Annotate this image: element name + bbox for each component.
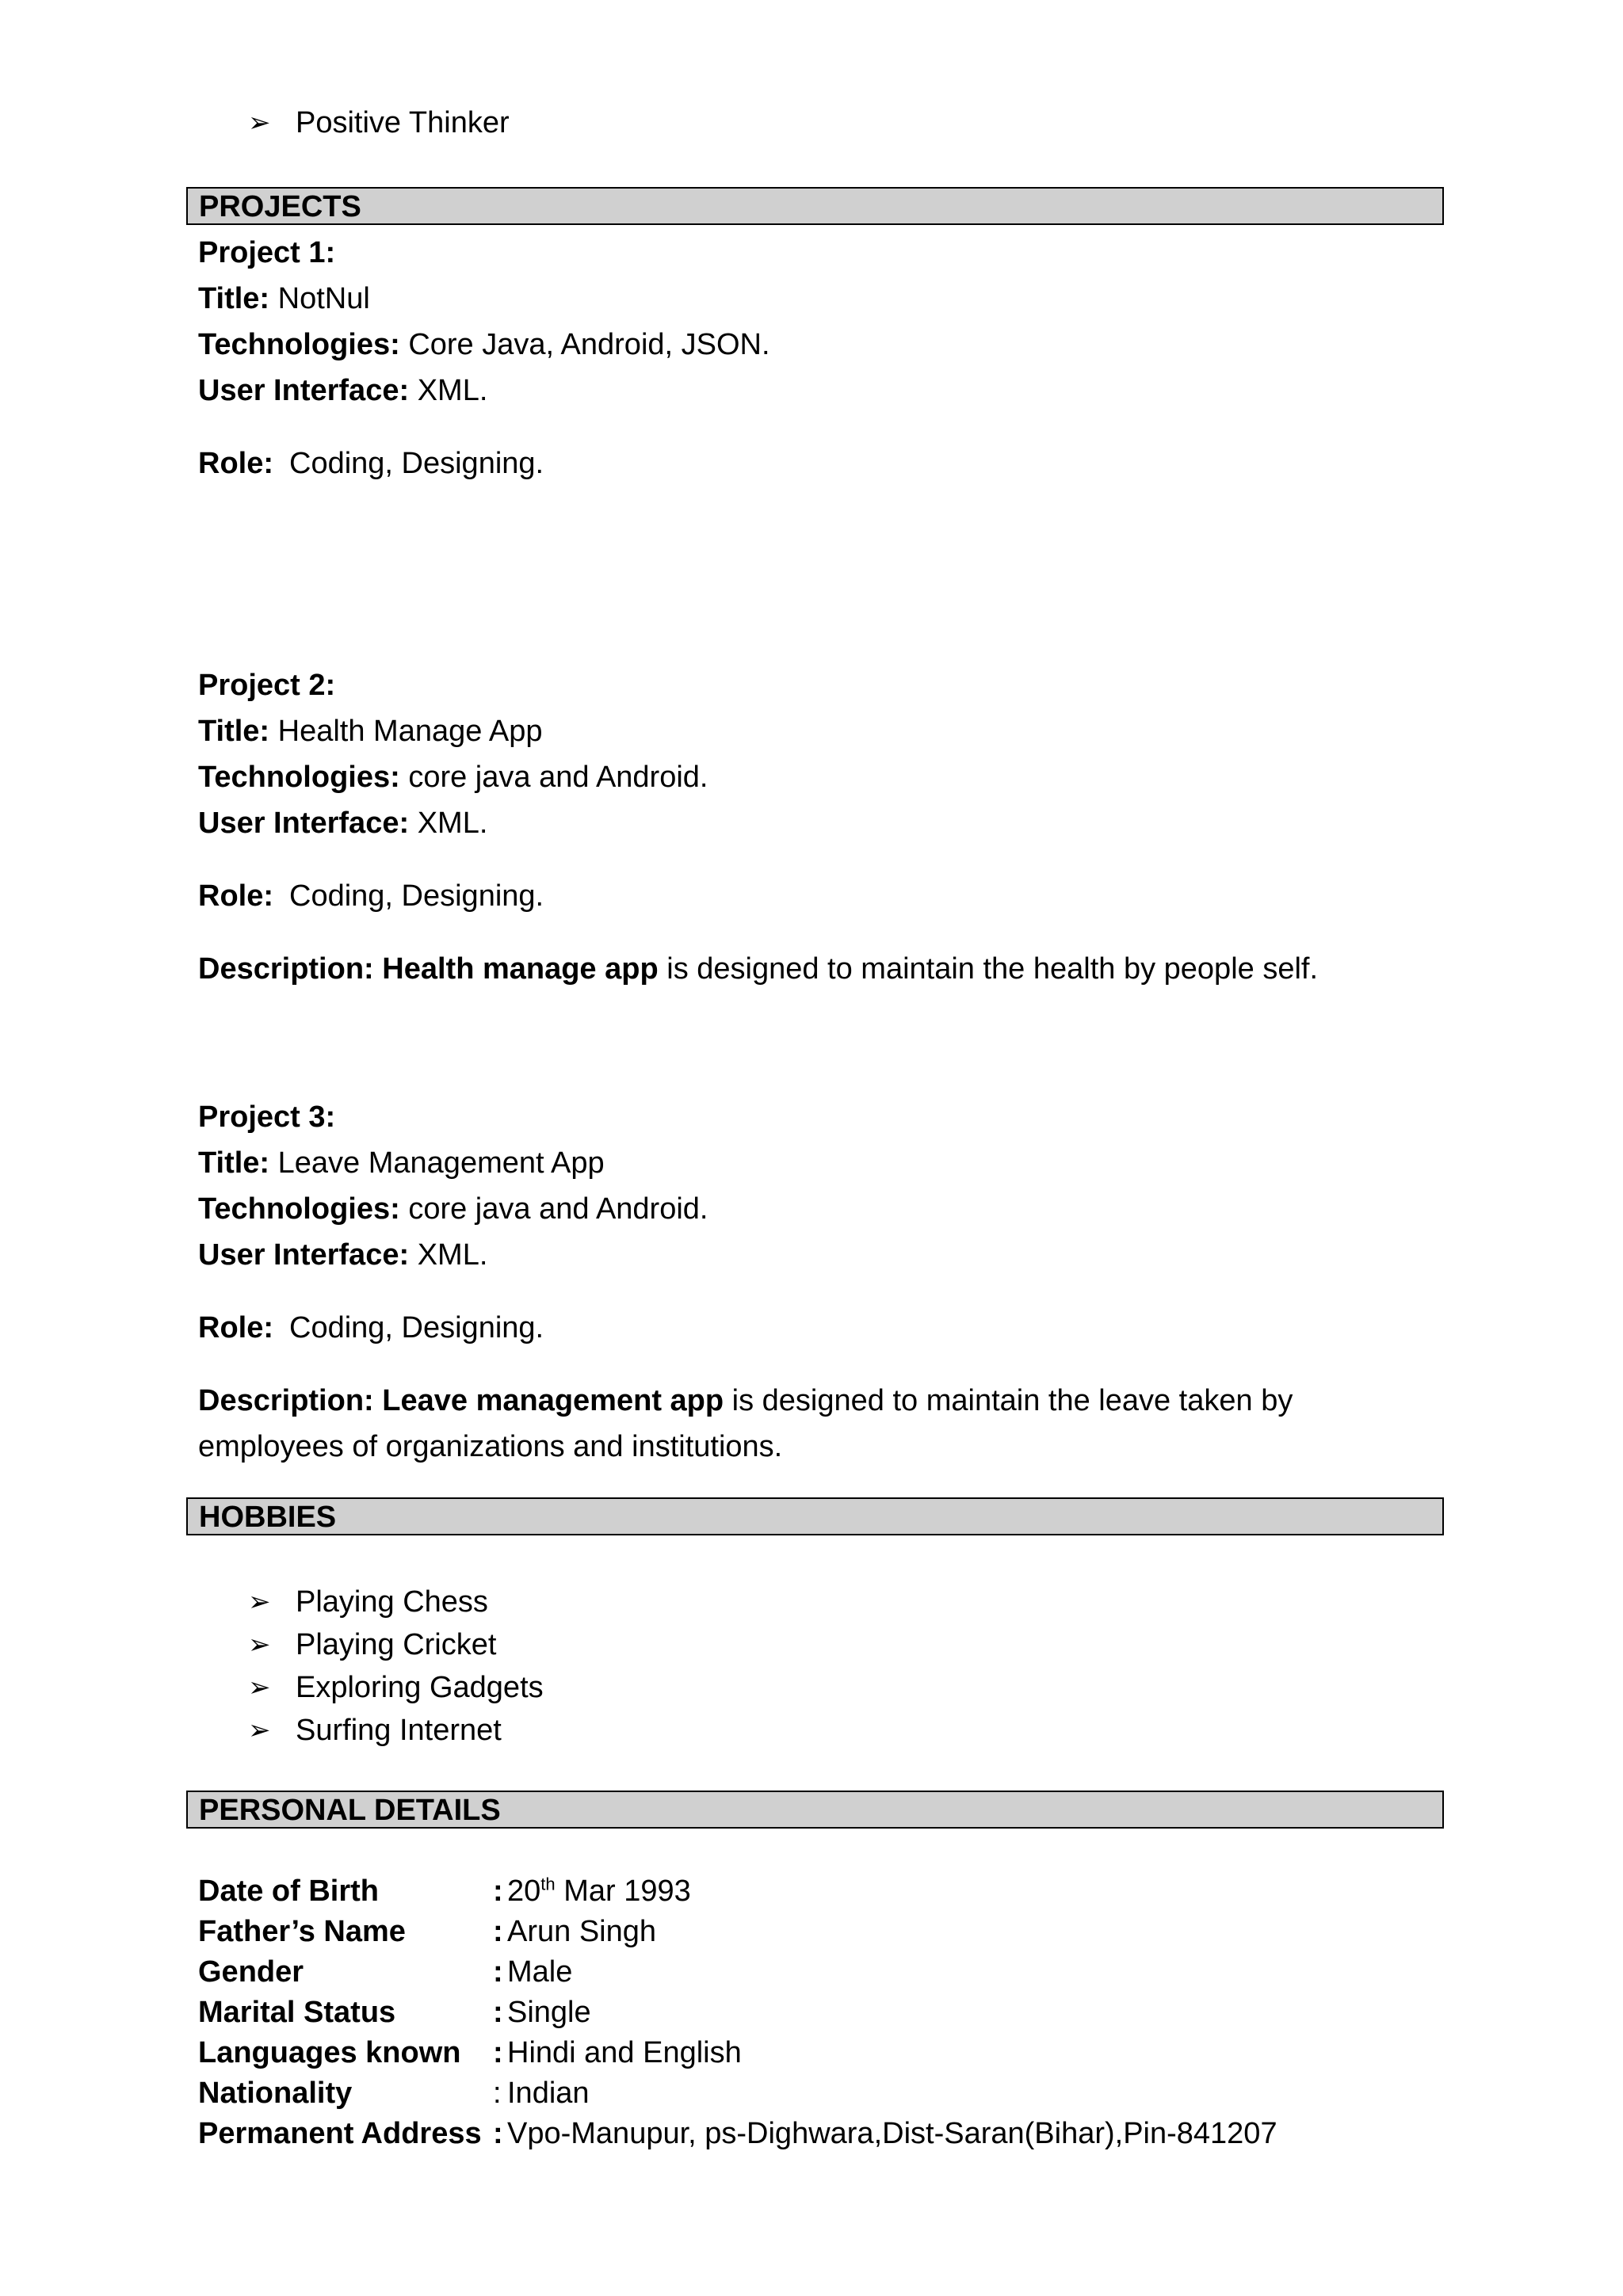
detail-row-marital-status: Marital Status : Single bbox=[198, 1996, 591, 2029]
project-heading: Project 3: bbox=[198, 1100, 336, 1134]
arrow-bullet-icon: ➢ bbox=[248, 1715, 271, 1745]
project-title: Title: Leave Management App bbox=[198, 1146, 605, 1180]
hobbies-section-header: HOBBIES bbox=[186, 1497, 1444, 1535]
project-role: Role: Coding, Designing. bbox=[198, 447, 544, 480]
list-item: ➢ Playing Chess bbox=[248, 1581, 544, 1623]
personal-details-section-header: PERSONAL DETAILS bbox=[186, 1791, 1444, 1829]
projects-section-header: PROJECTS bbox=[186, 187, 1444, 225]
detail-row-nationality: Nationality : Indian bbox=[198, 2077, 590, 2110]
arrow-bullet-icon: ➢ bbox=[248, 108, 271, 138]
project-technologies: Technologies: core java and Android. bbox=[198, 761, 708, 794]
detail-row-dob: Date of Birth : 20th Mar 1993 bbox=[198, 1874, 691, 1908]
strength-text: Positive Thinker bbox=[296, 106, 510, 139]
project-user-interface: User Interface: XML. bbox=[198, 1238, 488, 1272]
project-title: Title: NotNul bbox=[198, 282, 370, 315]
project-heading: Project 2: bbox=[198, 669, 336, 702]
arrow-bullet-icon: ➢ bbox=[248, 1630, 271, 1660]
list-item: ➢ Surfing Internet bbox=[248, 1709, 544, 1752]
strength-list-item bbox=[248, 101, 510, 144]
project-heading: Project 1: bbox=[198, 236, 336, 269]
hobbies-list bbox=[248, 1581, 544, 1752]
project-user-interface: User Interface: XML. bbox=[198, 374, 488, 407]
project-technologies: Technologies: Core Java, Android, JSON. bbox=[198, 328, 770, 361]
detail-row-languages: Languages known : Hindi and English bbox=[198, 2036, 742, 2069]
project-title: Title: Health Manage App bbox=[198, 715, 543, 748]
project-description: Description: Leave management app is designed to maintain the leave taken by employees of organizations and institutions. bbox=[198, 1384, 1293, 1463]
project-role: Role: Coding, Designing. bbox=[198, 1311, 544, 1344]
detail-row-father-name: Father’s Name : Arun Singh bbox=[198, 1915, 657, 1948]
personal-details-table bbox=[198, 1871, 1277, 2154]
project-user-interface: User Interface: XML. bbox=[198, 807, 488, 840]
project-3 bbox=[198, 1094, 1434, 1470]
arrow-bullet-icon: ➢ bbox=[248, 1587, 271, 1617]
project-1 bbox=[198, 230, 1434, 486]
detail-row-gender: Gender : Male bbox=[198, 1955, 573, 1989]
project-2 bbox=[198, 662, 1434, 992]
list-item: ➢ Playing Cricket bbox=[248, 1623, 544, 1666]
detail-row-address: Permanent Address : Vpo-Manupur, ps-Dighwara,Dist-Saran(Bihar),Pin-841207 bbox=[198, 2117, 1277, 2150]
project-technologies: Technologies: core java and Android. bbox=[198, 1192, 708, 1226]
project-role: Role: Coding, Designing. bbox=[198, 879, 544, 913]
project-description: Description: Health manage app is designed to maintain the health by people self. bbox=[198, 952, 1319, 986]
arrow-bullet-icon: ➢ bbox=[248, 1672, 271, 1703]
list-item: ➢ Exploring Gadgets bbox=[248, 1666, 544, 1709]
